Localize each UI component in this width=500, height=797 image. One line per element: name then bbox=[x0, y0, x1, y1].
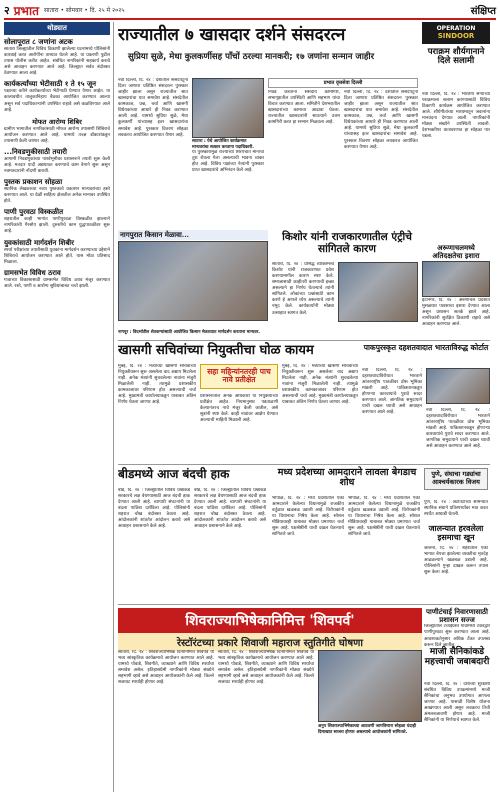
alert-box-2 bbox=[426, 368, 490, 404]
secretaries-highlight-title: सहा महिन्यांनतरही पाच नावे प्रतीक्षेत bbox=[207, 367, 271, 385]
mp-headline: मध्य प्रदेशच्या आमदाराने लावला बेगडाच शोध bbox=[277, 467, 417, 489]
secretaries-text-3: मुंबई, दि. २४ : मंत्र्यांच्या खासगी सचिवांच्या नियुक्तीवरून सुरू असलेला वाद अद्याप मिटलेला नाही. अनेक मंत्र्यांनी सुचवलेल्या नावांना मंजुरी मिळालेली नाही. त्यामुळे प्रशासकीय कामकाजावर परिणाम होत असल्याची चर्चा आहे. मुख्यमंत्री कार्यालयाकडून याबाबत अंतिम निर्णय घेतला जाणार आहे. bbox=[282, 364, 358, 406]
brief-text: पक्षाच्या वतीने कार्यकर्त्यांच्या भेटीगाठी घेण्यात येणार आहेत. या कालावधीत तालुकानिहाय बैठका आयोजित करण्यात आल्या असून सर्व पदाधिकाऱ्यांनी उपस्थित राहावे असे कळविण्यात आले आहे. bbox=[4, 89, 110, 113]
secretaries-text: मुंबई, दि. २४ : मंत्र्यांच्या खासगी सचिवांच्या नियुक्तीवरून सुरू असलेला वाद अद्याप मिटलेला नाही. अनेक मंत्र्यांनी सुचवलेल्या नावांना मंजुरी मिळालेली नाही. त्यामुळे प्रशासकीय कामकाजावर परिणाम होत असल्याची चर्चा आहे. मुख्यमंत्री कार्यालयाकडून याबाबत अंतिम निर्णय घेतला जाणार आहे. bbox=[118, 364, 196, 406]
lead-headline: राज्यातील ७ खासदार दर्शने संसदरत्न bbox=[118, 25, 346, 45]
brief-title: मोफत आरोग्य शिबिर bbox=[32, 117, 82, 126]
soldiers-story bbox=[424, 648, 490, 668]
brief-title: सोलापूरात ८ जणांना अटक bbox=[4, 38, 73, 46]
shivparva-text-2: सातारा, दि. २४ : शिवराज्याभिषेक दिनानिमित्त शिवपर्व या भव्य सांस्कृतिक कार्यक्रमाचे आयोजन करण्यात आले आहे. यामध्ये पोवाडे, शिवगीते, व्याख्याने आणि विविध स्पर्धांचा समावेश असेल. इतिहासप्रेमी नागरिकांनी मोठ्या संख्येने सहभागी व्हावे असे आवाहन आयोजकांनी केले आहे. किल्ले सजावट स्पर्धाही होणार आहे. bbox=[218, 650, 314, 686]
secretaries-text-2: प्रशासनातील अनेक अधिकारी या नियुक्त्यांच्या प्रतीक्षेत आहेत. नियमानुसार पडताळणी केल्यानंतरच नावे मंजूर केली जातील, असे सूत्रांनी स्पष्ट केले. काही नावांवर आक्षेप घेण्यात आल्याची माहिती मिळाली आहे. bbox=[200, 394, 278, 424]
brief-text: स्पर्धा परीक्षांच्या तयारीसाठी युवकांना मार्गदर्शन करण्याच्या उद्देशाने शिबिराचे आयोजन करण्यात आले होते. यास मोठा प्रतिसाद मिळाला. bbox=[4, 247, 110, 265]
shivparva-photo-block bbox=[318, 650, 422, 735]
water-box bbox=[424, 608, 490, 650]
briefs-heading: थोड्यात bbox=[4, 22, 110, 35]
sports-box bbox=[424, 468, 488, 490]
lead-text-col-3: निवड करताना संसदीय कामगिरी, सभागृहातील उपस्थिती आणि सहभाग यांचा विचार करण्यात आला. समितीने देशभरातील खासदारांच्या कामाचा आढावा घेतला. राज्यातील खासदारांनी सातत्याने उत्तम कामगिरी करत हा सन्मान मिळवला आहे. bbox=[268, 90, 340, 126]
kishore-photo bbox=[338, 262, 418, 322]
lead-text-col-1: नवी दिल्ली, दि. २४ : देशातील संसदपटूंना दिला जाणारा प्रतिष्ठित संसदरत्न पुरस्कार जाहीर झाला असून राज्यातील सात खासदारांचा यात समावेश आहे. संसदेतील कामकाज, प्रश्न, चर्चा आणि खासगी विधेयकांच्या आधारे ही निवड करण्यात आली आहे. यामध्ये सुप्रिया सुळे, मेधा कुलकर्णी यांच्यासह इतर खासदारांचा समावेश आहे. पुरस्कार वितरण सोहळा लवकरच आयोजित करण्यात येणार आहे. bbox=[118, 78, 188, 138]
kisan-melava-block bbox=[118, 230, 268, 321]
logo-bottom-text: SINDOOR bbox=[437, 32, 475, 41]
pakistan-headline: पाकपुरस्कृत दहशतवादात भारताविरुद्ध कोर्टात bbox=[363, 343, 489, 352]
jalna-story bbox=[424, 524, 488, 542]
shivparva-banner: शिवराज्याभिषेकानिमित्त 'शिवपर्व' bbox=[118, 608, 422, 633]
left-briefs-column bbox=[4, 22, 114, 792]
shivparva-text: सातारा, दि. २४ : शिवराज्याभिषेक दिनानिमित्त शिवपर्व या भव्य सांस्कृतिक कार्यक्रमाचे आयोजन करण्यात आले आहे. यामध्ये पोवाडे, शिवगीते, व्याख्याने आणि विविध स्पर्धांचा समावेश असेल. इतिहासप्रेमी नागरिकांनी मोठ्या संख्येने सहभागी व्हावे असे आवाहन आयोजकांनी केले आहे. किल्ले सजावट स्पर्धाही होणार आहे. bbox=[118, 650, 214, 686]
main-news-area bbox=[118, 22, 490, 792]
brief-text: गावाच्या विकासासाठी ग्रामसभेत विविध ठराव मंजूर करण्यात आले. रस्ते, पाणी व आरोग्य सुविधांबाबत चर्चा झाली. bbox=[4, 277, 110, 289]
page-header bbox=[4, 2, 496, 20]
secretaries-story bbox=[118, 344, 358, 358]
pakistan-photo bbox=[426, 368, 490, 404]
brief-item bbox=[4, 178, 110, 205]
soldiers-headline: माजी सैनिकांकडे महत्त्वाची जबाबदारी bbox=[424, 647, 490, 667]
shivparva-caption: अनुप शिवराज्याभिषेकाच्या आठवणी जागविणारा सोहळा यंदाही दिमाखात साजरा होणार असल्याचे आयोजकांनी सांगितले. bbox=[318, 724, 417, 735]
rail-text: नवी दिल्ली, दि. २४ : भारतीय सैन्याच्या पराक्रमाला सलाम करण्यासाठी विविध ठिकाणी कार्यक्रम आयोजित करण्यात आले. शौर्यगीतांच्या माध्यमातून जवानांना मानवंदना देण्यात आली. नागरिकांनी मोठ्या संख्येने उपस्थिती लावली. देशभक्तीपर वातावरणात हा सोहळा पार पडला. bbox=[422, 92, 490, 140]
jalna-text: जालना, दि. २४ : शहरातील एका भागात बेपत्ता झालेल्या व्यक्तीचा मृतदेह आढळल्याने खळबळ उडाली आहे. पोलिसांनी गुन्हा दाखल करून तपास सुरू केला आहे. bbox=[424, 546, 488, 576]
brief-title: ग्रामसभेत विविध ठराव bbox=[4, 268, 61, 277]
brief-item bbox=[4, 208, 110, 235]
beed-text: बीड, दि. २४ : जिल्ह्यातील विविध प्रश्नांकडे सरकारचे लक्ष वेधण्यासाठी आज बंदची हाक देण्यात आली आहे. व्यापारी संघटनांनी या बंदला पाठिंबा दर्शविला आहे. पोलिसांनी शहरात चोख बंदोबस्त ठेवला आहे. आंदोलकांनी शांततेत आंदोलन करावे असे आवाहन प्रशासनाने केले आहे. bbox=[118, 488, 190, 530]
alert-text: इटानगर, दि. २४ : अरुणाचल प्रदेशात मुसळधार पावसाचा इशारा देण्यात आला असून प्रशासन सतर्क झाले आहे. नागरिकांनी सुरक्षित ठिकाणी राहावे असे आवाहन करण्यात आले. bbox=[422, 298, 490, 328]
lead-photo-block bbox=[192, 78, 264, 150]
divider bbox=[118, 604, 490, 605]
logo-top-text: OPERATION bbox=[436, 25, 476, 32]
page-number: २ bbox=[4, 3, 10, 17]
pakistan-story bbox=[362, 344, 490, 352]
brief-text: आगामी निवडणुकांच्या पार्श्वभूमीवर प्रशासनाने तयारी सुरू केली आहे. मतदार यादी अद्ययावत करण्याचे काम वेगाने सुरू असून नवमतदारांनी नोंदणी करावी. bbox=[4, 156, 110, 175]
brief-title: कार्यकर्त्यांच्या भेटीसाठी १ ते १५ जून bbox=[4, 80, 97, 89]
brief-title: पुस्तक प्रकाशन सोहळा bbox=[4, 178, 63, 187]
lead-text-col-4: नवी दिल्ली, दि. २४ : देशातील संसदपटूंना दिला जाणारा प्रतिष्ठित संसदरत्न पुरस्कार जाहीर झाला असून राज्यातील सात खासदारांचा यात समावेश आहे. संसदेतील कामकाज, प्रश्न, चर्चा आणि खासगी विधेयकांच्या आधारे ही निवड करण्यात आली आहे. यामध्ये सुप्रिया सुळे, मेधा कुलकर्णी यांच्यासह इतर खासदारांचा समावेश आहे. पुरस्कार वितरण सोहळा लवकरच आयोजित करण्यात येणार आहे. bbox=[344, 90, 418, 150]
brief-title: ...निवडणुकीसाठी तयारी bbox=[4, 147, 67, 156]
beed-headline: बीडमध्ये आज बंदची हाक bbox=[118, 467, 230, 481]
sports-box-text: पुणे, दि. २४ : अटीतटीच्या सामन्यात स्थानिक संघाने प्रतिस्पर्ध्यांवर मात करत स्पर्धेत आघाडी घेतली. bbox=[424, 500, 488, 518]
alert-title: अरूणाचलमध्ये अतिदक्षतेचा इशारा bbox=[432, 243, 480, 260]
jalna-headline: जालन्यात हरवलेला इसमाचा खून bbox=[428, 523, 484, 542]
soldiers-text: नवी दिल्ली, दि. २४ : देशाच्या सुरक्षेशी संबंधित विविध उपक्रमांमध्ये माजी सैनिकांचा अनुभव उपयोगात आणला जाणार आहे. यासाठी विशेष योजना आखण्यात आली असून लवकरच तिची अंमलबजावणी होणार आहे. माजी सैनिकांनी या निर्णयाचे स्वागत केले. bbox=[424, 682, 490, 724]
shivparva-story bbox=[118, 608, 422, 651]
brief-text: शहरातील काही भागांत पाणीपुरवठा विस्कळीत झाल्याने नागरिकांची गैरसोय झाली. दुरुस्तीचे काम युद्धपातळीवर सुरू आहे. bbox=[4, 217, 110, 235]
kishore-text: सातारा, दि. २४ : प्रसिद्ध व्यक्तिमत्त्व किशोर यांनी राजकारणात प्रवेश करण्यामागील कारण स्पष्ट केले. समाजासाठी काहीतरी करण्याची इच्छा असल्याने हा निर्णय घेतल्याचे त्यांनी सांगितले. लोकांच्या प्रश्नांसाठी काम करणे हे आपले ध्येय असल्याचे त्यांनी नमूद केले. कार्यकर्त्यांनी मोठ्या उत्साहात स्वागत केले. bbox=[272, 262, 334, 316]
pakistan-text-2: नवी दिल्ली, दि. २४ : दहशतवादाविरोधात भारताने आंतरराष्ट्रीय पातळीवर ठोस भूमिका मांडली आहे. पाकिस्तानकडून होणाऱ्या कारवायांचे पुरावे सादर करण्यात आले. जागतिक समुदायाने याची दखल घ्यावी असे आवाहन करण्यात आले आहे. bbox=[426, 408, 490, 450]
water-text: जिल्ह्यातील टंचाईग्रस्त गावांमध्ये टँकरद्वारे पाणीपुरवठा सुरू करण्यात आला आहे. आवश्यकतेनुसार अधिक टँकर उपलब्ध करून दिले जातील. bbox=[424, 624, 490, 648]
kisan-melava-caption-block bbox=[118, 330, 418, 336]
masthead-logo: प्रभात bbox=[13, 3, 39, 18]
secretaries-highlight bbox=[200, 364, 278, 389]
brief-item bbox=[4, 80, 110, 113]
brief-title: युवकांसाठी मार्गदर्शन शिबीर bbox=[4, 238, 74, 247]
rail-title: पराक्रम शौर्यगानाने दिले सलामी bbox=[427, 46, 485, 67]
beed-story bbox=[118, 468, 268, 481]
lead-subheadline: सुप्रिया सुळे, मेधा कुलकर्णीसह पाँचों ठरल्या मानकरी; १७ जणांना सन्मान जाहीर bbox=[128, 52, 375, 62]
kisan-melava-title: नागपुरात किसान मेळावा... bbox=[118, 230, 268, 240]
section-tag: संक्षिप्त bbox=[470, 6, 496, 17]
shivparva-subhead: रेस्टॉरंटच्या प्रकारे शिवाजी महाराज स्तुतिगीते घोषणा bbox=[118, 633, 422, 651]
brief-text: स्थानिक लेखकाच्या नव्या पुस्तकाचे प्रकाशन मान्यवरांच्या हस्ते करण्यात आले. या वेळी साहित्य क्षेत्रातील अनेक मान्यवर उपस्थित होते. bbox=[4, 187, 110, 205]
mp-text: भोपाळ, दि. २४ : मध्य प्रदेशातील एका आमदाराने केलेल्या विधानामुळे राजकीय वर्तुळात खळबळ उडाली आहे. विरोधकांनी या विधानाचा निषेध केला आहे. सोशल मीडियावरही याबाबत मोठ्या प्रमाणात चर्चा सुरू आहे. पक्षश्रेष्ठींनी याची दखल घेतल्याचे सांगितले जाते. bbox=[272, 496, 344, 538]
divider bbox=[118, 340, 490, 341]
brief-item bbox=[4, 239, 110, 266]
sports-box-title: पुणे, संघाचा गड्यांचा आश्चर्यकारक विजय bbox=[431, 470, 481, 486]
secretaries-headline: खासगी सचिवांच्या नियुक्तीचा घोळ कायम bbox=[118, 343, 314, 358]
mp-text-2: भोपाळ, दि. २४ : मध्य प्रदेशातील एका आमदाराने केलेल्या विधानामुळे राजकीय वर्तुळात खळबळ उडाली आहे. विरोधकांनी या विधानाचा निषेध केला आहे. सोशल मीडियावरही याबाबत मोठ्या प्रमाणात चर्चा सुरू आहे. पक्षश्रेष्ठींनी याची दखल घेतल्याचे सांगितले जाते. bbox=[348, 496, 420, 538]
mp-story bbox=[272, 468, 422, 489]
kisan-melava-photo bbox=[118, 241, 268, 321]
brief-item bbox=[4, 269, 110, 290]
brief-item bbox=[4, 148, 110, 175]
lead-photo bbox=[192, 78, 264, 138]
brief-text: सातारा जिल्ह्यातील विविध ठिकाणी झालेल्या घटनांमध्ये पोलिसांनी कारवाई करत आरोपींना ताब्यात घेतले आहे. या प्रकरणी पुढील तपास पोलीस करीत आहेत. संबंधित नागरिकांनी सहकार्य करावे असे आवाहन करण्यात आले आहे. जिल्ह्यात सर्वत्र बंदोबस्त ठेवण्यात आला आहे. bbox=[4, 47, 110, 77]
lead-text-col-2: या पुरस्कारामुळे राज्याच्या शिरपेचात मानाचा तुरा रोवला गेला असल्याची भावना व्यक्त होत आहे. विविध पक्षांच्या नेत्यांनी पुरस्कार प्राप्त खासदारांचे अभिनंदन केले आहे. bbox=[192, 150, 264, 174]
divider bbox=[118, 464, 490, 465]
alert-story bbox=[422, 244, 490, 297]
lead-byline: प्रभात वृत्तसेवा दिल्ली bbox=[268, 78, 418, 88]
kisan-melava-caption: नागपूर : विदर्भातील शेतकऱ्यांसाठी आयोजित किसान मेळाव्यात मार्गदर्शन करताना मान्यवर. bbox=[118, 330, 260, 335]
brief-title: पाणी पुरवठा विस्कळीत bbox=[4, 208, 64, 217]
brief-item bbox=[4, 38, 110, 77]
beed-text-2: बीड, दि. २४ : जिल्ह्यातील विविध प्रश्नांकडे सरकारचे लक्ष वेधण्यासाठी आज बंदची हाक देण्यात आली आहे. व्यापारी संघटनांनी या बंदला पाठिंबा दर्शविला आहे. पोलिसांनी शहरात चोख बंदोबस्त ठेवला आहे. आंदोलकांनी शांततेत आंदोलन करावे असे आवाहन प्रशासनाने केले आहे. bbox=[194, 488, 266, 530]
water-title: पाणीटंचाई निवारणासाठी प्रशासन सज्ज bbox=[426, 607, 488, 624]
shivparva-photo bbox=[318, 650, 422, 722]
dateline: सातारा • सोमवार • दि. २५ मे २०२५ bbox=[43, 7, 125, 14]
pakistan-text: नवी दिल्ली, दि. २४ : दहशतवादाविरोधात भारताने आंतरराष्ट्रीय पातळीवर ठोस भूमिका मांडली आहे. पाकिस्तानकडून होणाऱ्या कारवायांचे पुरावे सादर करण्यात आले. जागतिक समुदायाने याची दखल घ्यावी असे आवाहन करण्यात आले आहे. bbox=[362, 368, 422, 416]
lead-photo-caption: सातारा : येथे आयोजित कार्यक्रमात मान्यवरांचा सत्कार करताना पदाधिकारी. bbox=[192, 139, 254, 150]
lead-byline-box bbox=[268, 78, 418, 88]
operation-sindoor-logo bbox=[422, 22, 490, 44]
kishore-headline: किशोर यांनी राजकारणातील एंट्रीचे सांगितले कारण bbox=[282, 231, 412, 255]
kishore-story bbox=[272, 232, 422, 255]
brief-item bbox=[4, 117, 110, 145]
alert-photo bbox=[422, 261, 490, 297]
brief-text: ग्रामीण भागातील नागरिकांसाठी मोफत आरोग्य तपासणी शिबिराचे आयोजन करण्यात आले आहे. यामध्ये तज्ज्ञ डॉक्टरांकडून तपासणी केली जाणार आहे. bbox=[4, 126, 110, 144]
